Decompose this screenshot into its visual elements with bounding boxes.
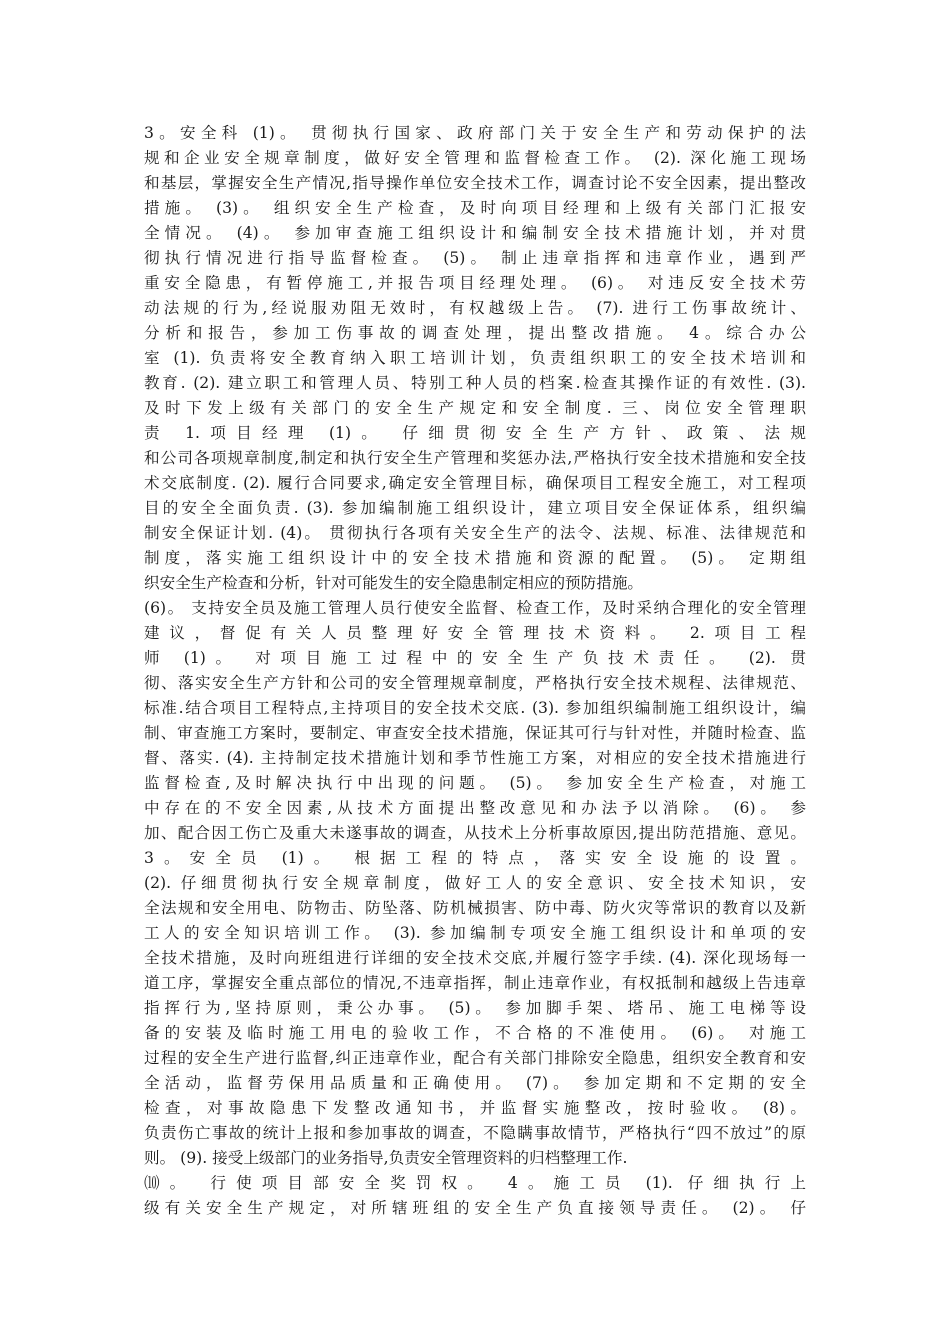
text-line: 目的安全全面负责. (3). 参加编制施工组织设计，建立项目安全保证体系，组织编 [144, 499, 806, 517]
text-line: 彻、落实安全生产方针和公司的安全管理规章制度，严格执行安全技术规程、法律规范、 [144, 674, 806, 692]
text-line: (6)。 支持安全员及施工管理人员行使安全监督、检查工作，及时采纳合理化的安全管理 [144, 599, 806, 617]
text-line: 全法规和安全用电、防物击、防坠落、防机械损害、防中毒、防火灾等常识的教育以及新 [144, 899, 806, 917]
text-line: 师 (1)。 对项目施工过程中的安全生产负技术责任。 (2). 贯 [144, 649, 806, 667]
document-text-body [144, 121, 806, 1221]
text-line: 规和企业安全规章制度，做好安全管理和监督检查工作。 (2). 深化施工现场 [144, 149, 806, 167]
text-line: 建议，督促有关人员整理好安全管理技术资料。 2.项目工程 [144, 624, 806, 642]
text-line: 重安全隐患，有暂停施工,并报告项目经理处理。 (6)。 对违反安全技术劳 [144, 274, 806, 292]
text-line: 道工序，掌握安全重点部位的情况,不违章指挥，制止违章作业，有权抵制和越级上告违章 [144, 974, 806, 992]
text-line: 全情况。 (4)。 参加审查施工组织设计和编制安全技术措施计划，并对贯 [144, 224, 806, 242]
text-line: 则。 (9). 接受上级部门的业务指导,负责安全管理资料的归档整理工作. [144, 1149, 628, 1167]
text-line: 中存在的不安全因素,从技术方面提出整改意见和办法予以消除。 (6)。 参 [144, 799, 806, 817]
text-line: 术交底制度. (2). 履行合同要求,确定安全管理目标，确保项目工程安全施工，对工程项 [144, 474, 806, 492]
text-line: 室 (1). 负责将安全教育纳入职工培训计划，负责组织职工的安全技术培训和 [144, 349, 806, 367]
text-line: 全技术措施，及时向班组进行详细的安全技术交底,并履行签字手续. (4). 深化现场每一 [144, 949, 806, 967]
text-line: 工人的安全知识培训工作。 (3). 参加编制专项安全施工组织设计和单项的安 [144, 924, 806, 942]
text-line: 和基层，掌握安全生产情况,指导操作单位安全技术工作，调查讨论不安全因素，提出整改 [144, 174, 806, 192]
text-line: 监督检查,及时解决执行中出现的问题。 (5)。 参加安全生产检查，对施工 [144, 774, 806, 792]
text-line: 教育. (2). 建立职工和管理人员、特别工种人员的档案.检查其操作证的有效性. (3). [144, 374, 806, 392]
text-line: 加、配合因工伤亡及重大未遂事故的调查，从技术上分析事故原因,提出防范措施、意见。 [144, 824, 806, 842]
text-line: 全活动，监督劳保用品质量和正确使用。 (7)。 参加定期和不定期的安全 [144, 1074, 806, 1092]
text-line: 3。安全科 (1)。 贯彻执行国家、政府部门关于安全生产和劳动保护的法 [144, 124, 806, 142]
text-line: 责 1.项目经理 (1)。 仔细贯彻安全生产方针、政策、法规 [144, 424, 806, 442]
text-line: ⑽。 行使项目部安全奖罚权。 4。施工员 (1). 仔细执行上 [144, 1174, 806, 1192]
text-line: (2). 仔细贯彻执行安全规章制度，做好工人的安全意识、安全技术知识，安 [144, 874, 806, 892]
text-line: 及时下发上级有关部门的安全生产规定和安全制度. 三、岗位安全管理职 [144, 399, 806, 417]
text-line: 和公司各项规章制度,制定和执行安全生产管理和奖惩办法,严格执行安全技术措施和安全技 [144, 449, 806, 467]
text-line: 检查，对事故隐患下发整改通知书，并监督实施整改，按时验收。 (8)。 [144, 1099, 806, 1117]
text-line: 制度，落实施工组织设计中的安全技术措施和资源的配置。 (5)。 定期组 [144, 549, 806, 567]
text-line: 指挥行为,坚持原则，秉公办事。 (5)。 参加脚手架、塔吊、施工电梯等设 [144, 999, 806, 1017]
text-line: 彻执行情况进行指导监督检查。 (5)。 制止违章指挥和违章作业，遇到严 [144, 249, 806, 267]
text-line: 负责伤亡事故的统计上报和参加事故的调查，不隐瞒事故情节，严格执行“四不放过”的原 [144, 1124, 806, 1142]
text-line: 制安全保证计划. (4)。 贯彻执行各项有关安全生产的法令、法规、标准、法律规范和 [144, 524, 806, 542]
text-line: 级有关安全生产规定，对所辖班组的安全生产负直接领导责任。 (2)。 仔 [144, 1199, 806, 1217]
text-line: 动法规的行为,经说服劝阻无效时，有权越级上告。 (7). 进行工伤事故统计、 [144, 299, 806, 317]
text-line: 3。安全员 (1)。 根据工程的特点，落实安全设施的设置。 [144, 849, 806, 867]
text-line: 备的安装及临时施工用电的验收工作，不合格的不准使用。 (6)。 对施工 [144, 1024, 806, 1042]
text-line: 措施。 (3)。 组织安全生产检查，及时向项目经理和上级有关部门汇报安 [144, 199, 806, 217]
text-line: 督、落实. (4). 主持制定技术措施计划和季节性施工方案，对相应的安全技术措施进行 [144, 749, 806, 767]
text-line: 过程的安全生产进行监督,纠正违章作业，配合有关部门排除安全隐患，组织安全教育和安 [144, 1049, 806, 1067]
text-line: 分析和报告，参加工伤事故的调查处理，提出整改措施。 4。综合办公 [144, 324, 806, 342]
text-line: 标准.结合项目工程特点,主持项目的安全技术交底. (3). 参加组织编制施工组织设计，编 [144, 699, 806, 717]
text-line: 制、审查施工方案时，要制定、审查安全技术措施，保证其可行与针对性，并随时检查、监 [144, 724, 806, 742]
text-line: 织安全生产检查和分析，针对可能发生的安全隐患制定相应的预防措施。 [144, 574, 644, 592]
